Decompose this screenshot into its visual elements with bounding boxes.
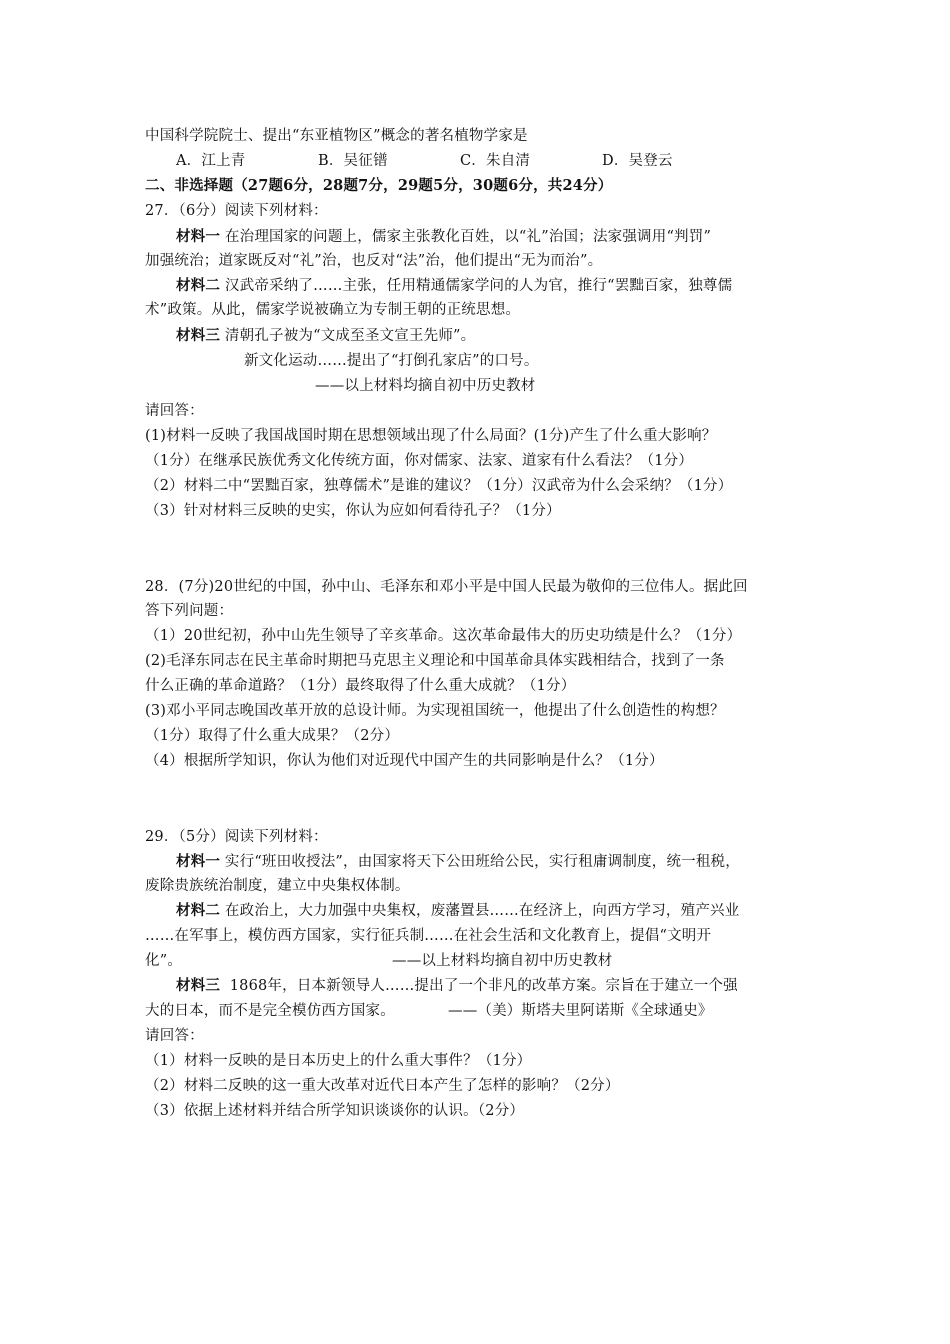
- q27-m2-label: 材料二: [176, 277, 221, 294]
- q29-m1-text: 实行“班田收授法”，由国家将天下公田班给公民，实行租庸调制度，统一租税，: [224, 854, 740, 870]
- q29-prompt: 请回答：: [145, 1028, 204, 1044]
- q27-m1-text: 在治理国家的问题上，儒家主张教化百姓，以“礼”治国；法家强调用“判罚”: [224, 229, 712, 245]
- q27-m1-line2: 加强统治；道家既反对“礼”治，也反对“法”治，他们提出“无为而治”。: [145, 253, 603, 269]
- q28-intro: 28．(7分)20世纪的中国，孙中山、毛泽东和邓小平是中国人民最为敬仰的三位伟人。据此回: [145, 579, 748, 595]
- q27-question-1-cont: （1分）在继承民族优秀文化传统方面，你对儒家、法家、道家有什么看法？（1分）: [145, 453, 694, 469]
- q28-question-2-cont: 什么正确的革命道路？（1分）最终取得了什么重大成就？（1分）: [145, 678, 576, 694]
- q29-m2-label: 材料二: [176, 902, 221, 919]
- q28-question-3-cont: （1分）取得了什么重大成果？（2分）: [145, 728, 400, 744]
- q29-m3-label: 材料三: [176, 977, 221, 994]
- q27-intro: 27．（6分）阅读下列材料：: [145, 203, 328, 219]
- q28-question-4: （4）根据所学知识，你认为他们对近现代中国产生的共同影响是什么？（1分）: [145, 753, 664, 769]
- q29-m2-line2: ……在军事上，模仿西方国家，实行征兵制……在社会生活和文化教育上，提倡“文明开: [145, 928, 712, 944]
- q29-question-3: （3）依据上述材料并结合所学知识谈谈你的认识。（2分）: [145, 1103, 525, 1119]
- q28-question-3: (3)邓小平同志晚国改革开放的总设计师。为实现祖国统一，他提出了什么创造性的构想？: [145, 703, 725, 719]
- q29-material-2: [176, 901, 739, 921]
- q27-material-2: [176, 276, 732, 296]
- q27-material-3: [176, 326, 475, 346]
- q29-m1-label: 材料一: [176, 853, 221, 870]
- q29-intro: 29．（5分）阅读下列材料：: [145, 829, 328, 845]
- q26-options: [176, 151, 673, 171]
- q27-m1-label: 材料一: [176, 228, 221, 245]
- q29-material-3: [176, 976, 738, 996]
- q26-option-c: C．朱自清: [460, 153, 531, 169]
- q29-m3-line2: 大的日本，而不是完全模仿西方国家。: [145, 1003, 395, 1019]
- q27-prompt: 请回答：: [145, 403, 204, 419]
- q26-stem: 中国科学院院士、提出“东亚植物区”概念的著名植物学家是: [145, 128, 528, 144]
- q27-question-2: （2）材料二中“罢黜百家，独尊儒术”是谁的建议？（1分）汉武帝为什么会采纳？（1分）: [145, 478, 733, 494]
- q27-question-3: （3）针对材料三反映的史实，你认为应如何看待孔子？（1分）: [145, 503, 561, 519]
- q28-intro-cont: 答下列问题：: [145, 603, 234, 619]
- q29-question-1: （1）材料一反映的是日本历史上的什么重大事件？（1分）: [145, 1053, 532, 1069]
- q29-question-2: （2）材料二反映的这一重大改革对近代日本产生了怎样的影响？（2分）: [145, 1078, 620, 1094]
- q26-option-d: D．吴登云: [602, 153, 673, 169]
- q29-m2-source: ——以上材料均摘自初中历史教材: [392, 953, 613, 969]
- q26-option-a: A．江上青: [176, 153, 246, 169]
- q27-m3-text: 清朝孔子被为“文成至圣文宣王先师”。: [224, 328, 476, 344]
- q27-material-1: [176, 227, 711, 247]
- q29-m3-text: 1868年，日本新领导人……提出了一个非凡的改革方案。宗旨在于建立一个强: [229, 978, 738, 994]
- q29-m1-line2: 废除贵族统治制度，建立中央集权体制。: [145, 878, 410, 894]
- q29-m3-source: ——（美）斯塔夫里阿诺斯《全球通史》: [448, 1003, 713, 1019]
- q27-m2-line2: 术”政策。从此，儒家学说被确立为专制王朝的正统思想。: [145, 302, 521, 318]
- q28-question-1: （1）20世纪初，孙中山先生领导了辛亥革命。这次革命最伟大的历史功绩是什么？（1分）: [145, 628, 742, 644]
- q27-m3-label: 材料三: [176, 327, 221, 344]
- q28-question-2: (2)毛泽东同志在民主革命时期把马克思主义理论和中国革命具体实践相结合，找到了一条: [145, 653, 725, 669]
- q29-m2-line3: 化”。: [145, 953, 183, 969]
- q27-m2-text: 汉武帝采纳了……主张，任用精通儒家学问的人为官，推行“罢黜百家，独尊儒: [224, 278, 733, 294]
- q27-m3-line2: 新文化运动……提出了“打倒孔家店”的口号。: [244, 353, 539, 369]
- q29-material-1: [176, 852, 740, 872]
- section2-heading: 二、非选择题（27题6分，28题7分，29题5分，30题6分，共24分）: [145, 177, 613, 194]
- q29-m2-text: 在政治上，大力加强中央集权，废藩置县……在经济上，向西方学习，殖产兴业: [224, 903, 740, 919]
- q27-question-1: (1)材料一反映了我国战国时期在思想领域出现了什么局面？(1分)产生了什么重大影响？: [145, 428, 717, 444]
- q26-option-b: B．吴征镨: [318, 153, 388, 169]
- q27-source: ——以上材料均摘自初中历史教材: [315, 378, 536, 394]
